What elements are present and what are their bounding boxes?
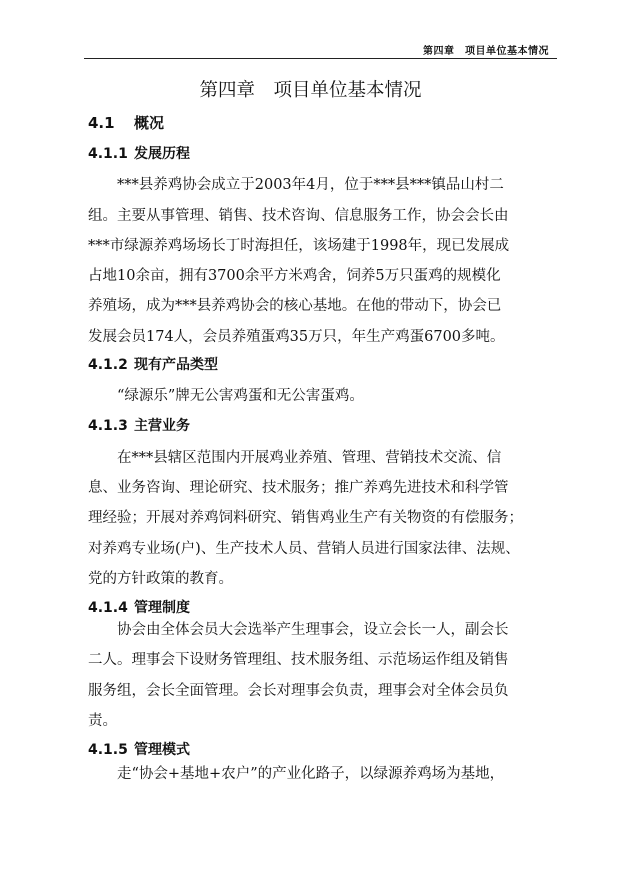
paragraph-line: 息、业务咨询、理论研究、技术服务；推广养鸡先进技术和科学管 bbox=[88, 480, 509, 496]
subsection-title: 管理模式 bbox=[134, 742, 190, 758]
subsection-heading bbox=[88, 415, 190, 435]
paragraph-line: 党的方针政策的教育。 bbox=[88, 571, 233, 587]
paragraph-line: 二人。理事会下设财务管理组、技术服务组、示范场运作组及销售 bbox=[88, 652, 509, 668]
paragraph-line: 对养鸡专业场(户)、生产技术人员、营销人员进行国家法律、法规、 bbox=[88, 541, 520, 557]
subsection-number: 4.1.4 bbox=[88, 600, 128, 616]
chapter-title: 第四章 项目单位基本情况 bbox=[199, 80, 422, 101]
header-rule bbox=[84, 58, 557, 59]
paragraph-line: 理经验；开展对养鸡饲料研究、销售鸡业生产有关物资的有偿服务； bbox=[88, 510, 523, 526]
section-number: 4.1 bbox=[88, 114, 115, 132]
section-title: 概况 bbox=[134, 114, 165, 132]
subsection-heading bbox=[88, 739, 190, 759]
subsection-heading bbox=[88, 143, 190, 163]
paragraph-line: 组。主要从事管理、销售、技术咨询、信息服务工作，协会会长由 bbox=[88, 208, 509, 224]
paragraph-line: 走“协会+基地+农户”的产业化路子，以绿源养鸡场为基地， bbox=[117, 766, 505, 782]
subsection-number: 4.1.2 bbox=[88, 357, 128, 373]
section-heading bbox=[88, 112, 164, 133]
running-header: 第四章 项目单位基本情况 bbox=[423, 46, 549, 57]
paragraph-line: 服务组，会长全面管理。会长对理事会负责，理事会对全体会员负 bbox=[88, 683, 509, 699]
paragraph-line: 占地10余亩，拥有3700余平方米鸡舍，饲养5万只蛋鸡的规模化 bbox=[88, 268, 501, 284]
subsection-heading bbox=[88, 354, 218, 374]
paragraph-line: “绿源乐”牌无公害鸡蛋和无公害蛋鸡。 bbox=[117, 388, 364, 404]
subsection-number: 4.1.1 bbox=[88, 146, 128, 162]
paragraph-line: 养殖场，成为***县养鸡协会的核心基地。在他的带动下，协会已 bbox=[88, 298, 502, 314]
subsection-title: 现有产品类型 bbox=[134, 357, 218, 373]
paragraph-line: 责。 bbox=[88, 713, 117, 729]
paragraph-line: 在***县辖区范围内开展鸡业养殖、管理、营销技术交流、信 bbox=[117, 450, 502, 466]
subsection-number: 4.1.5 bbox=[88, 742, 128, 758]
subsection-title: 主营业务 bbox=[134, 418, 190, 434]
paragraph-line: 发展会员174人，会员养殖蛋鸡35万只，年生产鸡蛋6700多吨。 bbox=[88, 329, 505, 345]
subsection-title: 发展历程 bbox=[134, 146, 190, 162]
paragraph-line: ***市绿源养鸡场场长丁时海担任，该场建于1998年，现已发展成 bbox=[88, 238, 510, 254]
paragraph-line: 协会由全体会员大会选举产生理事会，设立会长一人，副会长 bbox=[117, 622, 509, 638]
subsection-number: 4.1.3 bbox=[88, 418, 128, 434]
paragraph-line: ***县养鸡协会成立于2003年4月，位于***县***镇品山村二 bbox=[117, 177, 504, 193]
subsection-title: 管理制度 bbox=[134, 600, 190, 616]
subsection-heading bbox=[88, 597, 190, 617]
